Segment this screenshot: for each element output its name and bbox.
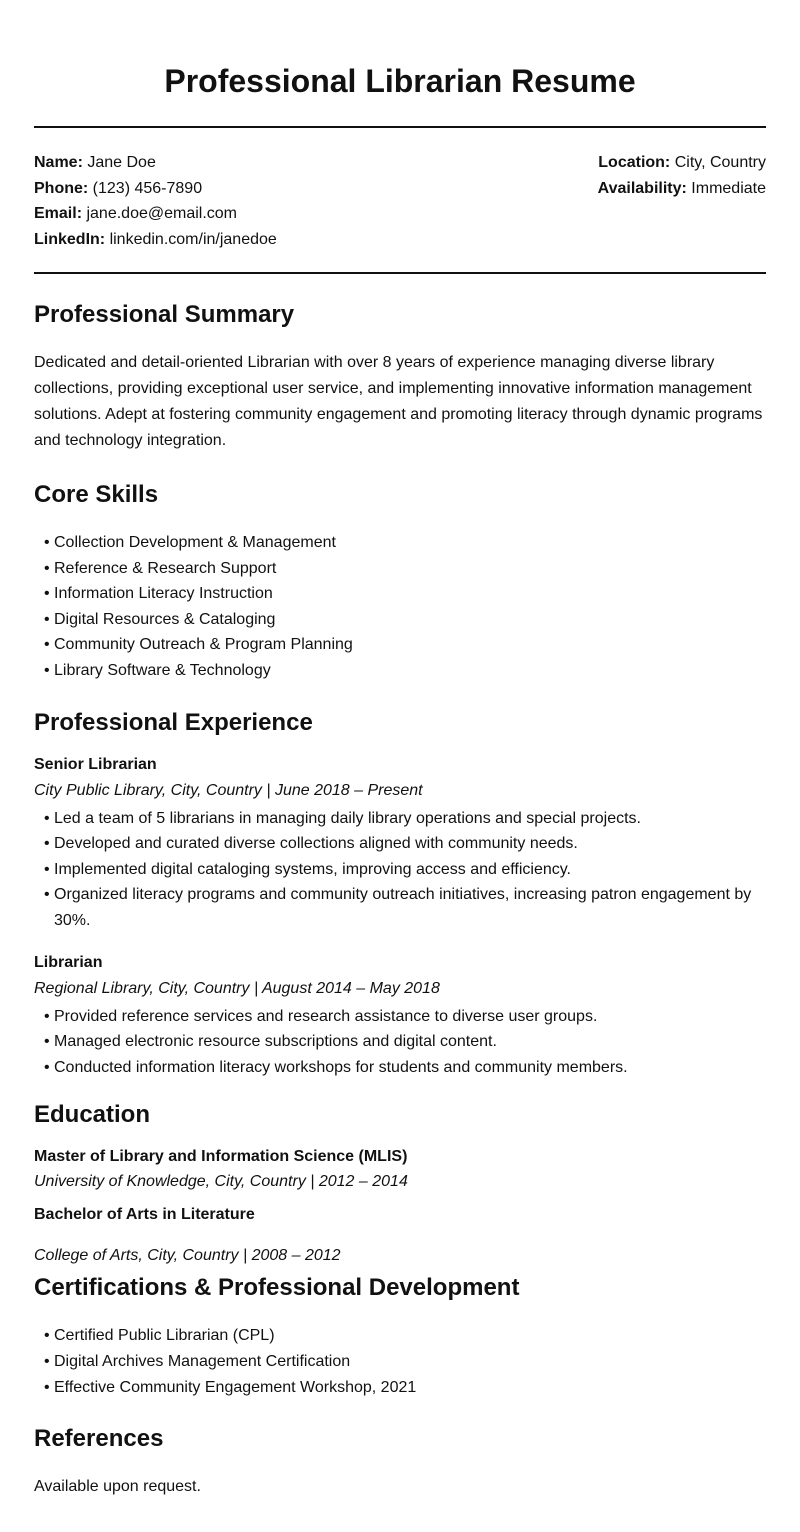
- contact-divider: [34, 272, 766, 274]
- job-title: Librarian: [34, 953, 103, 971]
- job-entry: [34, 952, 766, 1081]
- contact-value: Immediate: [691, 179, 766, 197]
- list-item: • Certified Public Librarian (CPL): [44, 1323, 766, 1349]
- references-text: Available upon request.: [34, 1478, 201, 1496]
- degree-entry: [34, 1204, 766, 1267]
- degree-entry: [34, 1146, 766, 1193]
- list-item: • Led a team of 5 librarians in managing daily library operations and special projects.: [44, 806, 766, 832]
- degree-title: Master of Library and Information Science (MLIS): [34, 1148, 408, 1166]
- job-bullets: [34, 806, 766, 934]
- job-bullets: [34, 1004, 766, 1081]
- section-heading: References: [34, 1425, 164, 1453]
- certifications-list: [34, 1323, 766, 1400]
- contact-value: Jane Doe: [87, 154, 156, 171]
- contact-left: [34, 150, 277, 252]
- contact-label: LinkedIn:: [34, 230, 106, 248]
- contact-availability: [598, 176, 766, 202]
- section-heading: Certifications & Professional Development: [34, 1274, 520, 1302]
- list-item: • Digital Archives Management Certification: [44, 1349, 766, 1375]
- contact-value: City, Country: [674, 154, 766, 171]
- summary-section: [34, 300, 766, 454]
- experience-section: [34, 708, 766, 1081]
- contact-label: Phone:: [34, 179, 89, 197]
- contact-value: jane.doe@email.com: [86, 205, 238, 222]
- contact-value: linkedin.com/in/janedoe: [109, 230, 277, 248]
- education-section: [34, 1100, 766, 1267]
- skills-list: [34, 530, 766, 684]
- contact-right: [598, 150, 766, 252]
- skills-section: [34, 480, 766, 684]
- certifications-section: [34, 1273, 766, 1400]
- page-title: Professional Librarian Resume: [164, 63, 636, 99]
- list-item: • Information Literacy Instruction: [44, 581, 766, 607]
- list-item: • Provided reference services and research assistance to diverse user groups.: [44, 1004, 766, 1030]
- degree-title: Bachelor of Arts in Literature: [34, 1206, 255, 1224]
- list-item: • Community Outreach & Program Planning: [44, 632, 766, 658]
- job-title: Senior Librarian: [34, 755, 157, 773]
- contact-phone: [34, 176, 277, 202]
- contact-email: [34, 201, 277, 227]
- degree-meta: College of Arts, City, Country | 2008 – 2012: [34, 1247, 341, 1265]
- contact-label: Name:: [34, 154, 83, 171]
- list-item: • Implemented digital cataloging systems, improving access and efficiency.: [44, 857, 766, 883]
- contact-location: [598, 150, 766, 176]
- summary-text: Dedicated and detail-oriented Librarian with over 8 years of experience managing diverse library collections, providing exceptional user service, and implementing innovative information management solutions. Adept at fostering community engagement and promoting literacy through dynamic programs and technology integration.: [34, 354, 763, 449]
- contact-value: (123) 456-7890: [92, 179, 203, 197]
- section-heading: Professional Summary: [34, 301, 295, 328]
- job-meta: Regional Library, City, Country | August 2014 – May 2018: [34, 979, 440, 997]
- section-heading: Core Skills: [34, 481, 159, 508]
- references-section: [34, 1424, 766, 1500]
- list-item: • Effective Community Engagement Workshop, 2021: [44, 1375, 766, 1401]
- contact-block: [34, 128, 766, 272]
- list-item: • Managed electronic resource subscriptions and digital content.: [44, 1029, 766, 1055]
- list-item: • Reference & Research Support: [44, 556, 766, 582]
- contact-linkedin: [34, 227, 277, 253]
- section-heading: Education: [34, 1101, 151, 1129]
- contact-label: Email:: [34, 205, 83, 222]
- contact-label: Availability:: [597, 179, 687, 197]
- list-item: • Collection Development & Management: [44, 530, 766, 556]
- contact-label: Location:: [598, 154, 671, 171]
- section-heading: Professional Experience: [34, 708, 313, 736]
- list-item: • Digital Resources & Cataloging: [44, 607, 766, 633]
- job-entry: [34, 754, 766, 934]
- degree-meta: University of Knowledge, City, Country | 2012 – 2014: [34, 1173, 408, 1191]
- list-item: • Organized literacy programs and community outreach initiatives, increasing patron engagement by 30%.: [44, 882, 766, 933]
- list-item: • Developed and curated diverse collections aligned with community needs.: [44, 831, 766, 857]
- contact-name: [34, 150, 277, 176]
- job-meta: City Public Library, City, Country | June 2018 – Present: [34, 781, 423, 799]
- list-item: • Library Software & Technology: [44, 658, 766, 684]
- list-item: • Conducted information literacy workshops for students and community members.: [44, 1055, 766, 1081]
